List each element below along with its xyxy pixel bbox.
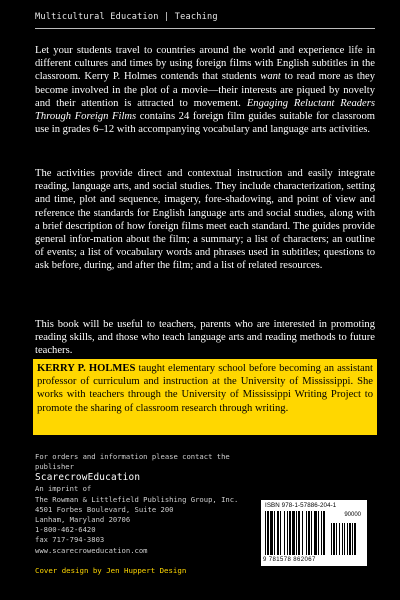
description-paragraph-3: This book will be useful to teachers, parents who are interested in promoting reading skills, and those who teach language arts and reading methods to future teachers.: [35, 319, 375, 357]
barcode-addon-bar: [342, 523, 343, 555]
barcode-addon-bar: [344, 523, 345, 555]
barcode-bar: [296, 511, 297, 555]
cover-design-credit: Cover design by Jen Huppert Design: [35, 566, 187, 575]
description-paragraph-1: [35, 44, 375, 136]
book-title: Engaging Reluctant Readers Through Foreign Films: [35, 97, 376, 123]
category-header: Multicultural Education | Teaching: [35, 12, 218, 22]
barcode-addon-bar: [336, 523, 337, 555]
author-name: KERRY P. HOLMES: [37, 363, 136, 374]
barcode-addon-bar: [331, 523, 332, 555]
ean-digits: 9 781578 862067: [263, 557, 316, 563]
barcode-addon-bar: [352, 523, 353, 555]
phone-number: 1-800-462-6420: [35, 525, 96, 535]
author-bio-text: taught elementary school before becoming an assistant professor of curriculum and instruction at the University of Mississippi. She works with teachers through the University of Mississippi Writing Project to promote the sharing of classroom research through writing.: [37, 363, 373, 414]
barcode-bar: [298, 511, 300, 555]
description-paragraph-2: The activities provide direct and contextual instruction and easily integrate reading, language arts, and social studies. They include characterization, setting and time, plot and sequence, imagery, fore-shadowing, and point of view and reference the standards for English language arts and social studies, along with a brief description of how foreign films meet each standard. The guides provide general infor-mation about the film; a summary; a list of characters; an outline of events; a list of vocabulary words and phrases used in subtitles; questions to ask before, during, and after the film; and a list of related resources.: [35, 168, 375, 272]
barcode-box: [261, 500, 367, 566]
street-address: 4501 Forbes Boulevard, Suite 200: [35, 504, 174, 514]
barcode-bar: [265, 511, 266, 555]
website-link[interactable]: www.scarecroweducation.com: [35, 545, 148, 555]
p1-text-c: contains 24 foreign film guides suitable for classroom use in grades 6–12 with accompanying vocabulary and language arts activities.: [35, 111, 375, 136]
barcode-bar: [284, 511, 285, 555]
publishing-group: The Rowman & Littlefield Publishing Group, Inc.: [35, 494, 239, 504]
barcode-addon-bar: [349, 523, 351, 555]
barcode-addon-bar: [339, 523, 340, 555]
barcode-bar: [292, 511, 295, 555]
barcode-bar: [306, 511, 307, 555]
barcode-bar: [277, 511, 279, 555]
isbn-number: ISBN 978-1-57886-204-1: [265, 502, 337, 509]
barcode-bar: [308, 511, 310, 555]
city-address: Lanham, Maryland 20706: [35, 515, 131, 525]
barcode-bar: [289, 511, 291, 555]
barcode-bar: [302, 511, 303, 555]
p1-emphasis: want: [260, 71, 281, 83]
publisher-name: ScarecrowEducation: [35, 472, 141, 484]
header-divider: [35, 28, 375, 29]
barcode-bar: [318, 511, 319, 555]
barcode-bar: [323, 511, 325, 555]
barcode-bar: [314, 511, 317, 555]
barcode-bar: [287, 511, 288, 555]
barcode-bar: [311, 511, 312, 555]
barcode-addon-bar: [354, 523, 356, 555]
barcode-addon-bar: [347, 523, 348, 555]
fax-number: fax 717-794-3803: [35, 535, 105, 545]
barcode-bar: [274, 511, 275, 555]
p1-text-b: to read more as they become involved in the plot of a movie—their interests are piqued by novelty and their attention is attracted to movement.: [35, 71, 376, 109]
barcode-bar: [321, 511, 322, 555]
publisher-contact: [35, 452, 255, 556]
barcode-addon-bar: [333, 523, 335, 555]
contact-intro: For orders and information please contact the publisher: [35, 452, 230, 472]
author-bio-box: [33, 359, 377, 435]
barcode-bar: [280, 511, 281, 555]
barcode-bar: [270, 511, 273, 555]
imprint-line: An imprint of: [35, 484, 92, 494]
barcode-bar: [267, 511, 269, 555]
p1-text-a: Let your students travel to countries around the world and experience life in different cultures and times by using foreign films with English subtitles in the classroom. Kerry P. Holmes contends that students: [35, 45, 375, 83]
barcode-icon: [265, 511, 363, 557]
price-code: 90000: [344, 512, 361, 518]
